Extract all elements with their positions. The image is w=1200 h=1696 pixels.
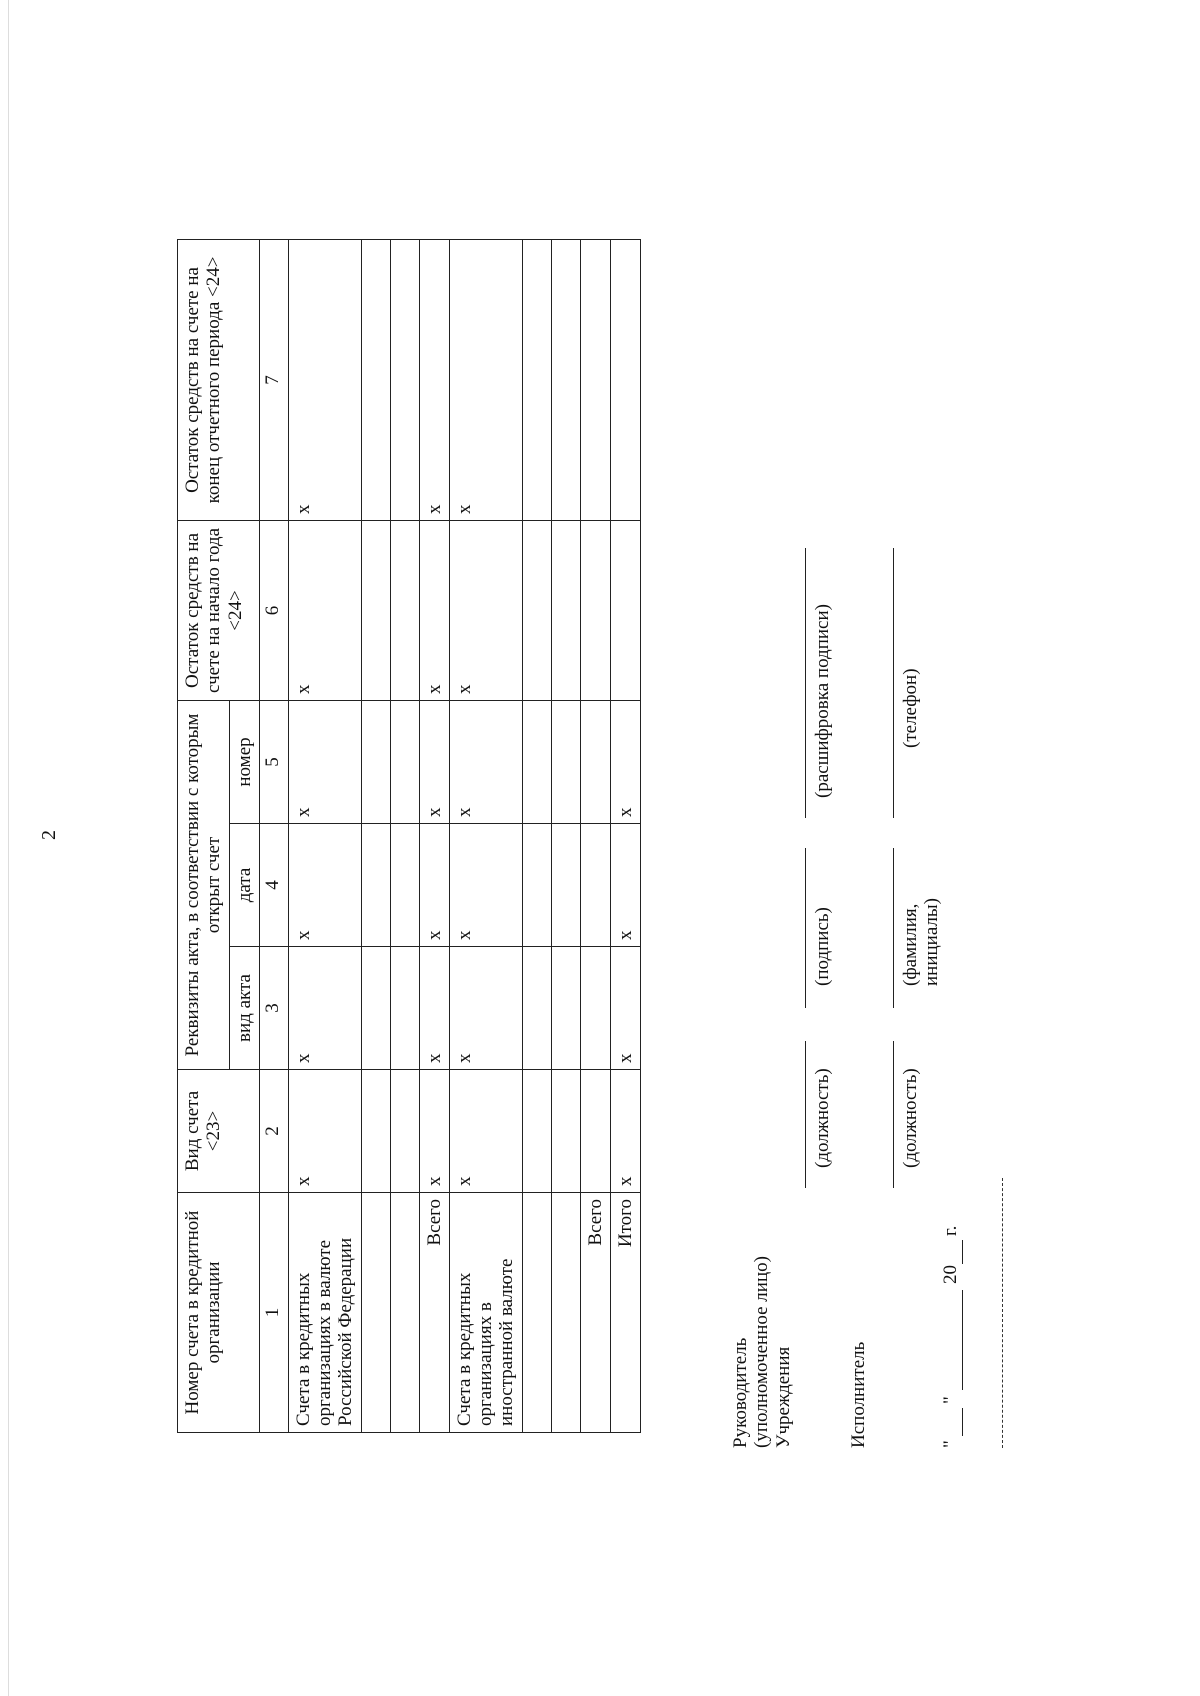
x-mark: х	[449, 824, 522, 947]
x-mark: х	[449, 239, 522, 520]
total-foreign-row	[580, 239, 610, 1432]
x-mark: х	[288, 239, 361, 520]
executor-position-line	[893, 1041, 894, 1188]
total-label: Всего	[419, 1193, 449, 1433]
scan-edge	[8, 0, 9, 1696]
grand-total-row	[610, 239, 640, 1432]
header-balance-end: Остаток средств на счете на конец отчетного периода <24>	[178, 239, 260, 520]
date-day-line	[962, 1408, 963, 1436]
date-month-line	[962, 1290, 963, 1390]
accounts-table	[177, 239, 641, 1433]
x-mark: х	[449, 1070, 522, 1193]
header-account-type: Вид счета <23>	[178, 1070, 260, 1193]
x-mark: х	[449, 520, 522, 700]
x-mark: х	[610, 947, 640, 1070]
x-mark: х	[419, 700, 449, 823]
head-label: Руководитель (уполномоченное лицо) Учреждения	[730, 1256, 794, 1448]
executor-name-caption: (фамилия, инициалы)	[900, 897, 943, 986]
header-act-type: вид акта	[229, 947, 259, 1070]
head-decoding-caption: (расшифровка подписи)	[812, 604, 833, 798]
section-foreign-row	[449, 239, 522, 1432]
x-mark: х	[288, 947, 361, 1070]
col-number: 7	[259, 239, 288, 520]
x-mark: х	[419, 947, 449, 1070]
head-signature-caption: (подпись)	[812, 907, 833, 986]
head-position-line	[805, 1041, 806, 1188]
grand-total-label: Итого	[610, 1193, 640, 1433]
x-mark: х	[288, 700, 361, 823]
head-signature-line	[805, 848, 806, 1008]
table-row	[522, 239, 551, 1432]
page-number: 2	[38, 830, 60, 840]
x-mark: х	[610, 1070, 640, 1193]
executor-label: Исполнитель	[848, 1341, 869, 1448]
rotated-form	[60, 8, 961, 1448]
date-year-suffix: г.	[940, 1225, 961, 1236]
col-number: 1	[259, 1193, 288, 1433]
table-row	[361, 239, 390, 1432]
x-mark: х	[610, 700, 640, 823]
date-year-prefix: 20	[940, 1265, 961, 1284]
executor-phone-caption: (телефон)	[900, 668, 921, 748]
col-number: 3	[259, 947, 288, 1070]
x-mark: х	[419, 824, 449, 947]
executor-position-caption: (должность)	[900, 1068, 921, 1168]
section-foreign-label: Счета в кредитных организациях в иностранной валюте	[449, 1193, 522, 1433]
col-number: 6	[259, 520, 288, 700]
col-number: 5	[259, 700, 288, 823]
footnote-separator	[1002, 1178, 1003, 1448]
total-rub-row	[419, 239, 449, 1432]
x-mark: х	[449, 700, 522, 823]
x-mark: х	[449, 947, 522, 1070]
column-numbers-row	[259, 239, 288, 1432]
col-number: 4	[259, 824, 288, 947]
head-position-caption: (должность)	[812, 1068, 833, 1168]
header-act-date: дата	[229, 824, 259, 947]
header-balance-start: Остаток средств на счете на начало года <24>	[178, 520, 260, 700]
x-mark: х	[419, 1070, 449, 1193]
x-mark: х	[288, 520, 361, 700]
header-account-number: Номер счета в кредитной организации	[178, 1193, 260, 1433]
table-row	[390, 239, 419, 1432]
col-number: 2	[259, 1070, 288, 1193]
header-row-1	[178, 239, 230, 1432]
x-mark: х	[288, 1070, 361, 1193]
date-quote-close: "	[940, 1396, 961, 1404]
head-decoding-line	[805, 548, 806, 818]
date-year-line	[962, 1240, 963, 1264]
table-row	[551, 239, 580, 1432]
header-act-number: номер	[229, 700, 259, 823]
section-rub-label: Счета в кредитных организациях в валюте Российской Федерации	[288, 1193, 361, 1433]
x-mark: х	[419, 239, 449, 520]
section-rub-row	[288, 239, 361, 1432]
total-label: Всего	[580, 1193, 610, 1433]
x-mark: х	[419, 520, 449, 700]
x-mark: х	[610, 824, 640, 947]
executor-phone-line	[893, 548, 894, 818]
executor-name-line	[893, 848, 894, 1008]
date-quote-open: "	[940, 1440, 961, 1448]
x-mark: х	[288, 824, 361, 947]
header-act-details: Реквизиты акта, в соответствии с которым открыт счет	[178, 700, 230, 1069]
